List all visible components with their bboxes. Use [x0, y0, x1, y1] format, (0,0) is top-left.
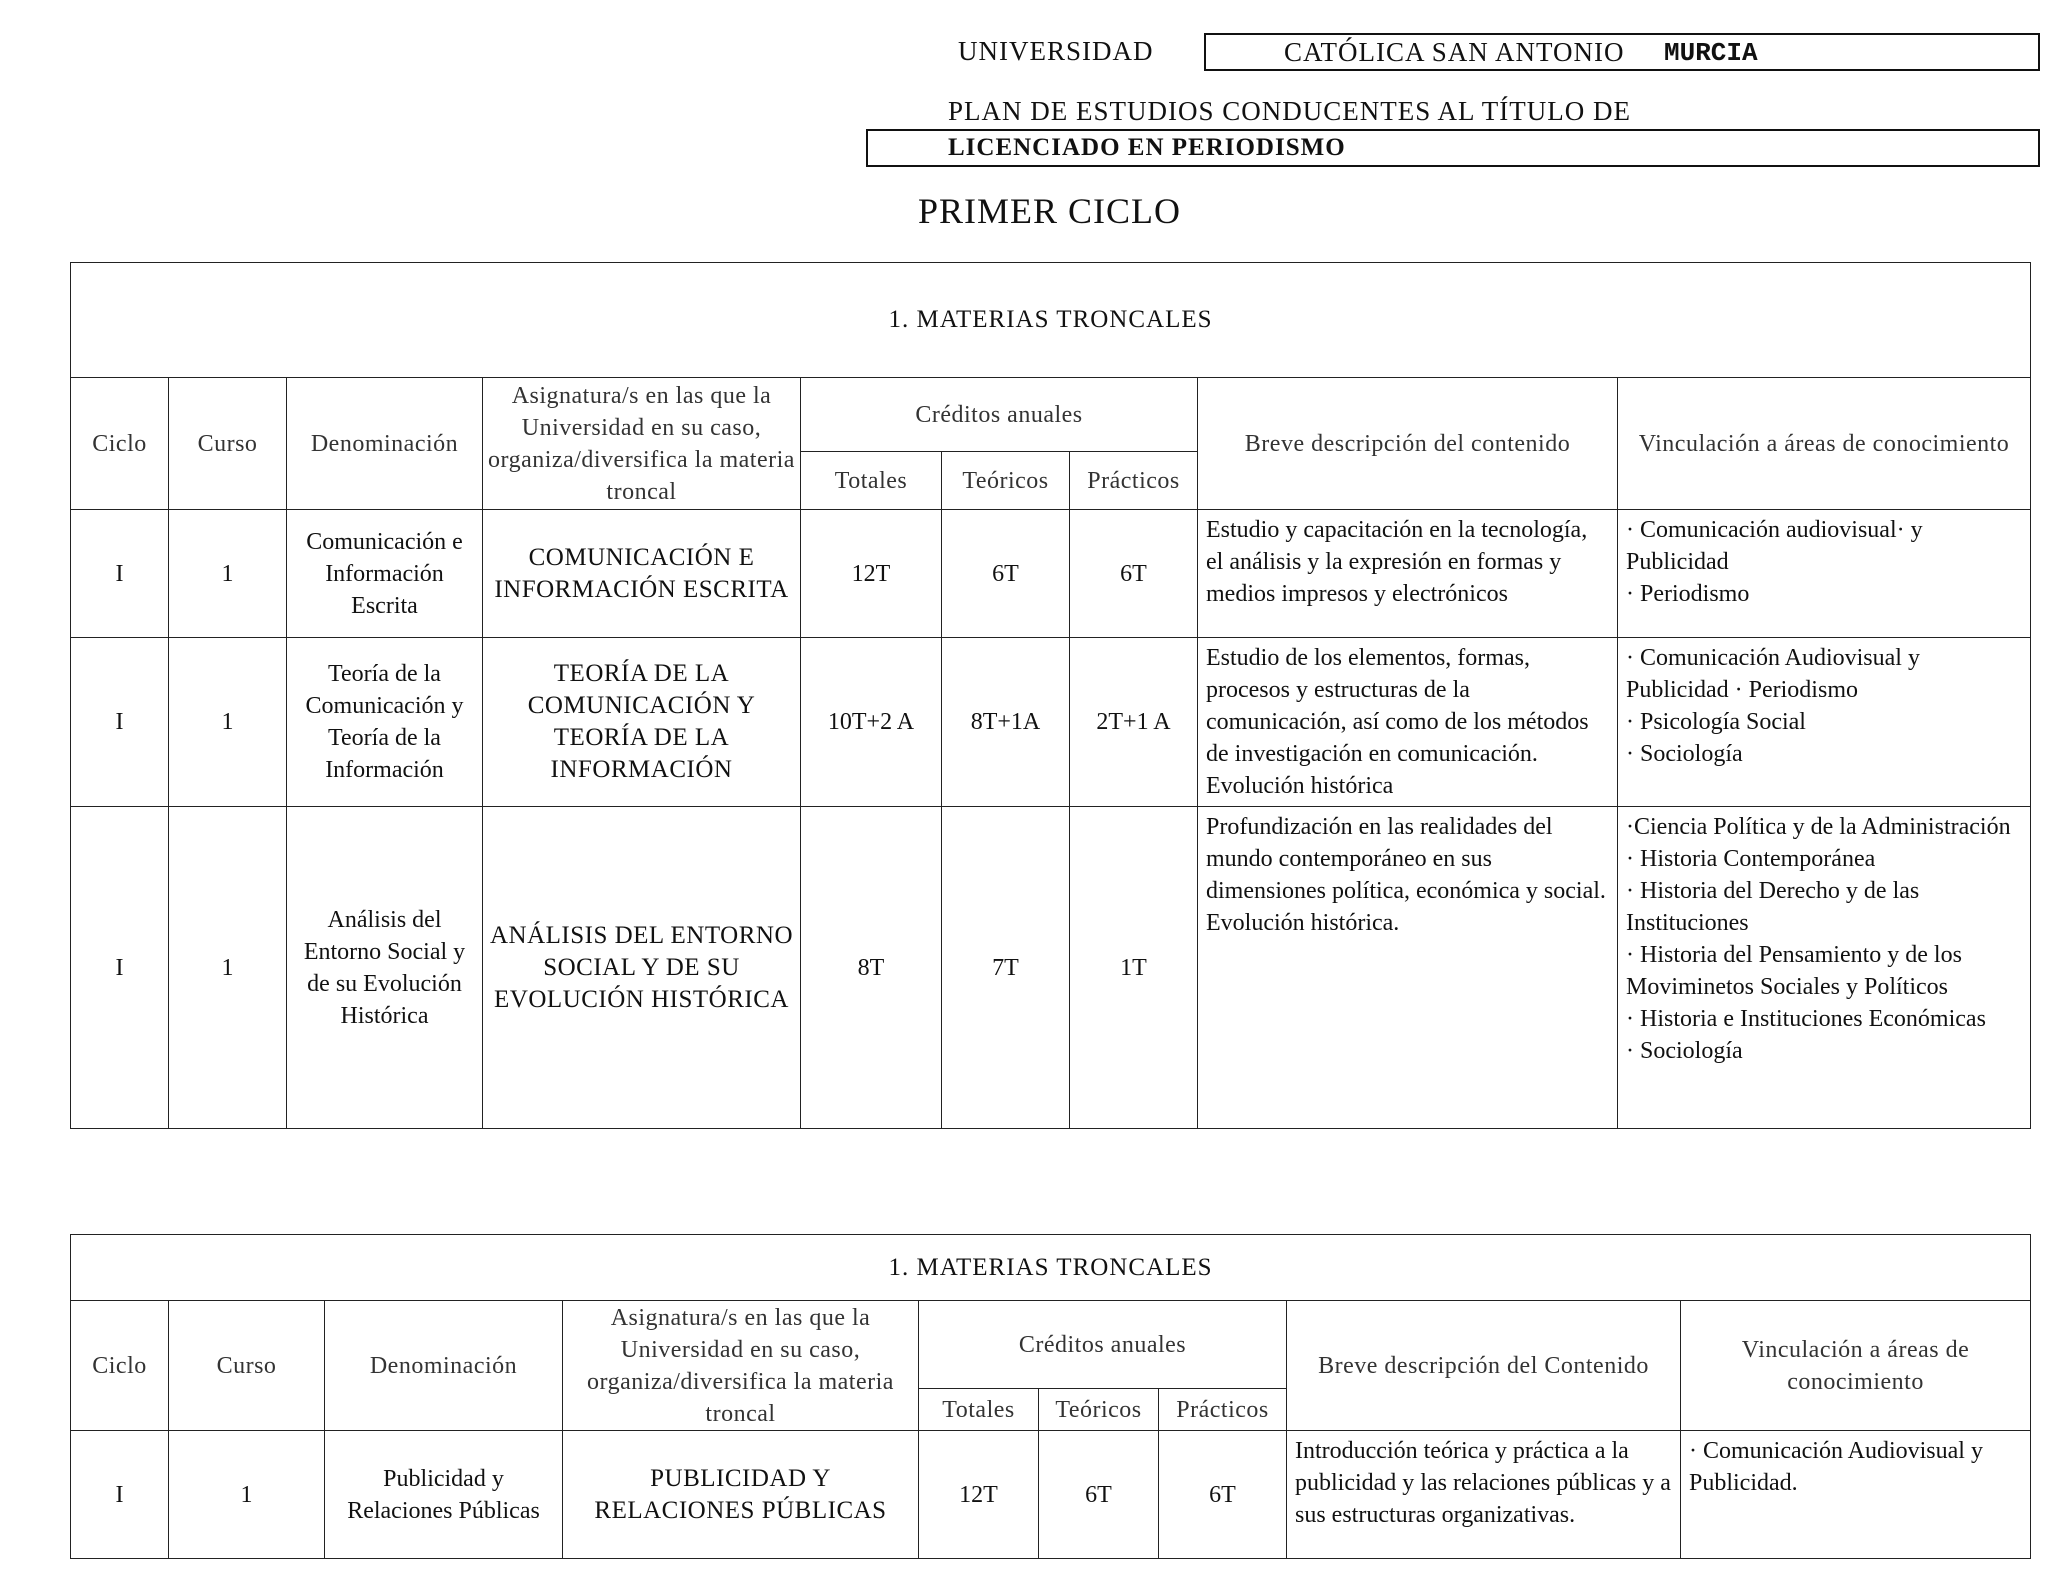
cell-vinculacion [1618, 638, 2031, 807]
vinculacion-item: · Comunicación Audiovisual y Publicidad · Periodismo [1626, 645, 1920, 703]
cell-ciclo: I [71, 1431, 169, 1559]
vinculacion-item: · Comunicación Audiovisual y Publicidad. [1689, 1438, 1983, 1496]
cell-denominacion: Análisis del Entorno Social y de su Evolución Histórica [287, 807, 483, 1129]
plan-label: PLAN DE ESTUDIOS CONDUCENTES AL TÍTULO DE [948, 96, 1631, 126]
table-row [71, 1431, 2031, 1559]
vinculacion-item: · Periodismo [1626, 581, 1750, 607]
cell-descripcion: Estudio y capacitación en la tecnología, el análisis y la expresión en formas y medios impresos y electrónicos [1198, 510, 1618, 638]
table1-title: 1. MATERIAS TRONCALES [71, 263, 2031, 378]
header-practicos: Prácticos [1070, 452, 1198, 510]
titulo-box [866, 129, 2040, 167]
header-vinculacion: Vinculación a áreas de conocimiento [1681, 1301, 2031, 1431]
cell-denominacion: Comunicación e Información Escrita [287, 510, 483, 638]
header-asignatura: Asignatura/s en las que la Universidad en su caso, organiza/diversifica la materia troncal [483, 378, 801, 510]
cell-denominacion: Publicidad y Relaciones Públicas [325, 1431, 563, 1559]
table-row [71, 510, 2031, 638]
universidad-name: CATÓLICA SAN ANTONIO [1284, 37, 1625, 67]
cell-totales: 12T [919, 1431, 1039, 1559]
cell-practicos: 2T+1 A [1070, 638, 1198, 807]
vinculacion-item: · Psicología Social [1626, 709, 1806, 735]
header-totales: Totales [919, 1389, 1039, 1431]
cell-ciclo: I [71, 510, 169, 638]
cell-asignatura: PUBLICIDAD Y RELACIONES PÚBLICAS [563, 1431, 919, 1559]
cell-teoricos: 7T [942, 807, 1070, 1129]
header-curso: Curso [169, 1301, 325, 1431]
vinculacion-item: · Historia e Instituciones Económicas [1626, 1006, 1986, 1032]
materias-table-2 [70, 1234, 2031, 1559]
header-ciclo: Ciclo [71, 378, 169, 510]
cell-vinculacion [1618, 510, 2031, 638]
vinculacion-item: · Historia Contemporánea [1626, 846, 1876, 872]
cell-practicos: 6T [1159, 1431, 1287, 1559]
cell-asignatura: COMUNICACIÓN E INFORMACIÓN ESCRITA [483, 510, 801, 638]
header-teoricos: Teóricos [1039, 1389, 1159, 1431]
cell-curso: 1 [169, 1431, 325, 1559]
cell-asignatura: TEORÍA DE LA COMUNICACIÓN Y TEORÍA DE LA INFORMACIÓN [483, 638, 801, 807]
header-ciclo: Ciclo [71, 1301, 169, 1431]
cell-ciclo: I [71, 638, 169, 807]
materias-table-1 [70, 262, 2031, 1129]
header-practicos: Prácticos [1159, 1389, 1287, 1431]
table2-title: 1. MATERIAS TRONCALES [71, 1235, 2031, 1301]
cell-denominacion: Teoría de la Comunicación y Teoría de la Información [287, 638, 483, 807]
header-asignatura: Asignatura/s en las que la Universidad en su caso, organiza/diversifica la materia troncal [563, 1301, 919, 1431]
header-descripcion: Breve descripción del contenido [1198, 378, 1618, 510]
table-row [71, 807, 2031, 1129]
header-denominacion: Denominación [287, 378, 483, 510]
cell-curso: 1 [169, 807, 287, 1129]
vinculacion-item: · Sociología [1626, 1038, 1743, 1064]
cell-teoricos: 8T+1A [942, 638, 1070, 807]
vinculacion-item: · Sociología [1626, 741, 1743, 767]
cell-practicos: 1T [1070, 807, 1198, 1129]
header-denominacion: Denominación [325, 1301, 563, 1431]
header-teoricos: Teóricos [942, 452, 1070, 510]
universidad-city: MURCIA [1664, 38, 1758, 68]
cell-ciclo: I [71, 807, 169, 1129]
universidad-label: UNIVERSIDAD [958, 36, 1154, 66]
cell-practicos: 6T [1070, 510, 1198, 638]
cell-teoricos: 6T [942, 510, 1070, 638]
titulo: LICENCIADO EN PERIODISMO [948, 134, 1346, 161]
header-curso: Curso [169, 378, 287, 510]
cell-vinculacion [1681, 1431, 2031, 1559]
table-row [71, 638, 2031, 807]
ciclo-heading: PRIMER CICLO [918, 191, 1182, 231]
cell-teoricos: 6T [1039, 1431, 1159, 1559]
cell-asignatura: ANÁLISIS DEL ENTORNO SOCIAL Y DE SU EVOLUCIÓN HISTÓRICA [483, 807, 801, 1129]
cell-vinculacion [1618, 807, 2031, 1129]
cell-descripcion: Profundización en las realidades del mundo contemporáneo en sus dimensiones política, económica y social. Evolución histórica. [1198, 807, 1618, 1129]
header-vinculacion: Vinculación a áreas de conocimiento [1618, 378, 2031, 510]
cell-totales: 12T [801, 510, 942, 638]
universidad-name-box [1204, 33, 2040, 71]
header-totales: Totales [801, 452, 942, 510]
cell-descripcion: Estudio de los elementos, formas, procesos y estructuras de la comunicación, así como de los métodos de investigación en comunicación. Evolución histórica [1198, 638, 1618, 807]
cell-totales: 8T [801, 807, 942, 1129]
cell-curso: 1 [169, 638, 287, 807]
vinculacion-item: · Historia del Pensamiento y de los Moviminetos Sociales y Políticos [1626, 942, 1962, 1000]
vinculacion-item: ·Ciencia Política y de la Administración [1626, 814, 2011, 840]
header-creditos: Créditos anuales [919, 1301, 1287, 1389]
cell-curso: 1 [169, 510, 287, 638]
vinculacion-item: · Comunicación audiovisual· y Publicidad [1626, 517, 1923, 575]
vinculacion-item: · Historia del Derecho y de las Instituciones [1626, 878, 1920, 936]
cell-totales: 10T+2 A [801, 638, 942, 807]
cell-descripcion: Introducción teórica y práctica a la publicidad y las relaciones públicas y a sus estructuras organizativas. [1287, 1431, 1681, 1559]
header-descripcion: Breve descripción del Contenido [1287, 1301, 1681, 1431]
header-creditos: Créditos anuales [801, 378, 1198, 452]
